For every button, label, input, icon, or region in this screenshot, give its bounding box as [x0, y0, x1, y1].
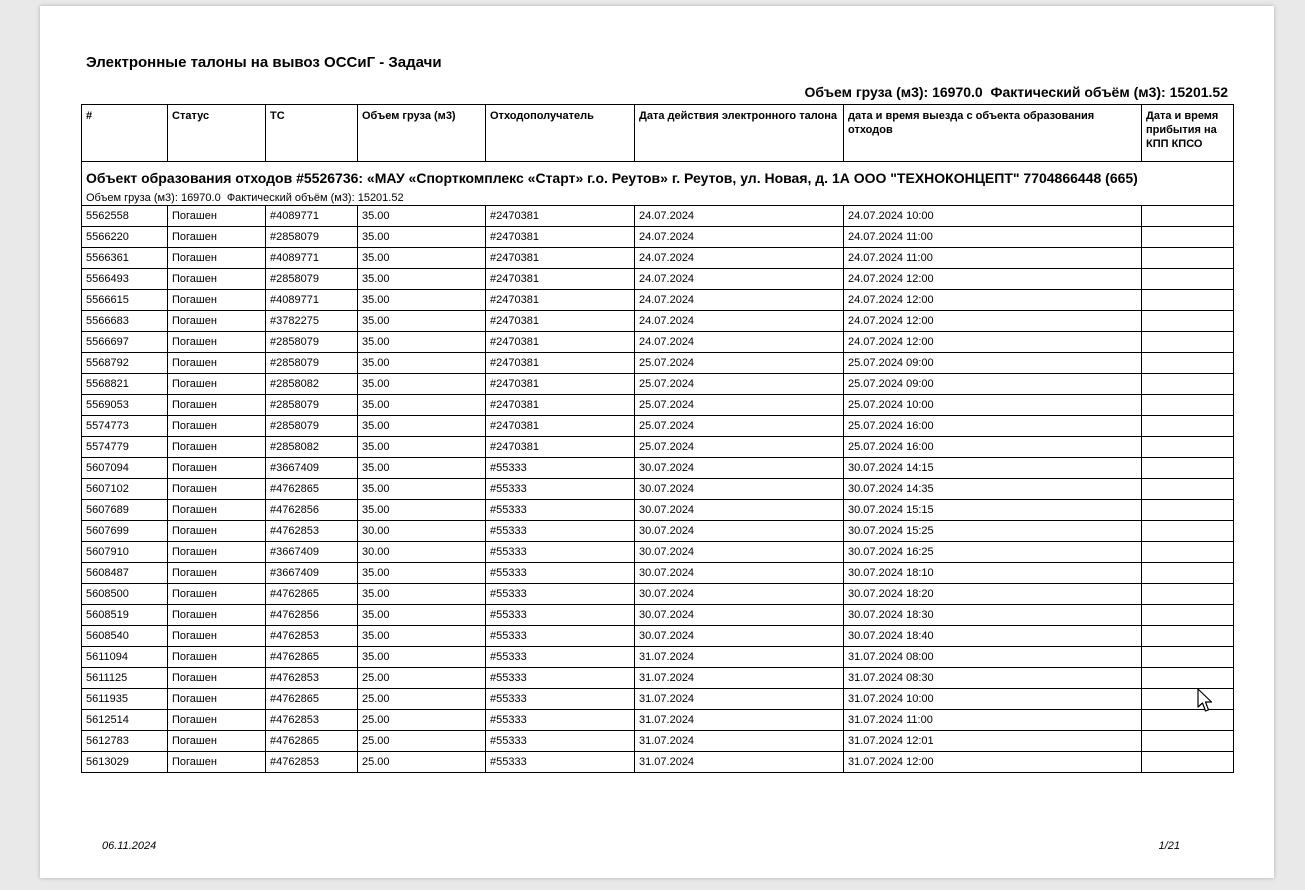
- cell-vehicle: #2858082: [266, 437, 358, 458]
- cell-ticket-date: 24.07.2024: [635, 206, 844, 227]
- cell-ticket-date: 30.07.2024: [635, 542, 844, 563]
- column-header-status: Статус: [168, 105, 266, 162]
- cell-vehicle: #4089771: [266, 290, 358, 311]
- cell-recipient: #55333: [486, 500, 635, 521]
- cell-departure-time: 24.07.2024 11:00: [844, 248, 1142, 269]
- table-row: [82, 689, 1234, 710]
- cell-arrival-time: [1142, 668, 1234, 689]
- table-row: [82, 311, 1234, 332]
- cell-volume: 35.00: [358, 353, 486, 374]
- cell-recipient: #55333: [486, 752, 635, 773]
- cell-ticket-date: 31.07.2024: [635, 752, 844, 773]
- cell-volume: 25.00: [358, 710, 486, 731]
- cell-departure-time: 30.07.2024 18:10: [844, 563, 1142, 584]
- cell-ticket-number: 5608519: [82, 605, 168, 626]
- cell-departure-time: 30.07.2024 18:20: [844, 584, 1142, 605]
- cell-recipient: #2470381: [486, 395, 635, 416]
- cell-volume: 35.00: [358, 395, 486, 416]
- cell-arrival-time: [1142, 227, 1234, 248]
- cell-arrival-time: [1142, 626, 1234, 647]
- cell-status: Погашен: [168, 731, 266, 752]
- cell-recipient: #55333: [486, 542, 635, 563]
- cell-ticket-date: 25.07.2024: [635, 395, 844, 416]
- column-header-arrival-time: Дата и время прибытия на КПП КПСО: [1142, 105, 1234, 162]
- cell-recipient: #2470381: [486, 290, 635, 311]
- cell-arrival-time: [1142, 290, 1234, 311]
- cell-vehicle: #4762865: [266, 689, 358, 710]
- cell-recipient: #55333: [486, 626, 635, 647]
- table-row: [82, 668, 1234, 689]
- cell-departure-time: 24.07.2024 10:00: [844, 206, 1142, 227]
- cell-recipient: #55333: [486, 605, 635, 626]
- cell-status: Погашен: [168, 626, 266, 647]
- cell-departure-time: 30.07.2024 15:25: [844, 521, 1142, 542]
- column-header-volume: Объем груза (м3): [358, 105, 486, 162]
- cell-ticket-number: 5574779: [82, 437, 168, 458]
- cell-vehicle: #2858079: [266, 353, 358, 374]
- cell-ticket-date: 31.07.2024: [635, 668, 844, 689]
- cell-ticket-number: 5569053: [82, 395, 168, 416]
- cell-status: Погашен: [168, 353, 266, 374]
- cell-arrival-time: [1142, 458, 1234, 479]
- cell-status: Погашен: [168, 395, 266, 416]
- cell-ticket-date: 24.07.2024: [635, 227, 844, 248]
- cell-volume: 35.00: [358, 458, 486, 479]
- cell-ticket-date: 25.07.2024: [635, 374, 844, 395]
- cell-ticket-number: 5612783: [82, 731, 168, 752]
- cell-status: Погашен: [168, 542, 266, 563]
- cell-status: Погашен: [168, 437, 266, 458]
- cell-arrival-time: [1142, 584, 1234, 605]
- cell-recipient: #55333: [486, 521, 635, 542]
- cell-recipient: #2470381: [486, 248, 635, 269]
- cell-status: Погашен: [168, 689, 266, 710]
- group-header-row: [82, 162, 1234, 193]
- cell-volume: 35.00: [358, 563, 486, 584]
- cell-ticket-date: 24.07.2024: [635, 248, 844, 269]
- table-row: [82, 206, 1234, 227]
- table-row: [82, 248, 1234, 269]
- cell-status: Погашен: [168, 227, 266, 248]
- cell-ticket-number: 5566361: [82, 248, 168, 269]
- cell-ticket-date: 30.07.2024: [635, 479, 844, 500]
- table-row: [82, 227, 1234, 248]
- cell-ticket-number: 5566220: [82, 227, 168, 248]
- table-row: [82, 626, 1234, 647]
- cell-arrival-time: [1142, 563, 1234, 584]
- cell-ticket-number: 5608487: [82, 563, 168, 584]
- cell-status: Погашен: [168, 668, 266, 689]
- cell-ticket-number: 5566615: [82, 290, 168, 311]
- cell-vehicle: #4762865: [266, 584, 358, 605]
- cell-volume: 35.00: [358, 227, 486, 248]
- cell-volume: 25.00: [358, 689, 486, 710]
- table-row: [82, 416, 1234, 437]
- cell-arrival-time: [1142, 311, 1234, 332]
- cell-ticket-date: 31.07.2024: [635, 689, 844, 710]
- document-page: [40, 6, 1274, 878]
- cell-vehicle: #4762853: [266, 521, 358, 542]
- table-row: [82, 353, 1234, 374]
- cell-status: Погашен: [168, 269, 266, 290]
- cell-ticket-date: 30.07.2024: [635, 500, 844, 521]
- group-summary-row: [82, 192, 1234, 206]
- cell-recipient: #55333: [486, 479, 635, 500]
- column-header-departure-time: дата и время выезда с объекта образования отходов: [844, 105, 1142, 162]
- table-row: [82, 647, 1234, 668]
- cell-recipient: #2470381: [486, 332, 635, 353]
- cell-status: Погашен: [168, 584, 266, 605]
- table-row: [82, 605, 1234, 626]
- document-title: Электронные талоны на вывоз ОССиГ - Задачи: [86, 54, 442, 71]
- cell-recipient: #2470381: [486, 227, 635, 248]
- cell-departure-time: 24.07.2024 12:00: [844, 290, 1142, 311]
- cell-status: Погашен: [168, 290, 266, 311]
- cell-vehicle: #2858082: [266, 374, 358, 395]
- cell-vehicle: #4762853: [266, 710, 358, 731]
- cell-vehicle: #3667409: [266, 542, 358, 563]
- cell-arrival-time: [1142, 416, 1234, 437]
- cell-departure-time: 30.07.2024 14:35: [844, 479, 1142, 500]
- column-header-vehicle: ТС: [266, 105, 358, 162]
- cell-status: Погашен: [168, 647, 266, 668]
- cell-ticket-number: 5613029: [82, 752, 168, 773]
- cell-ticket-date: 25.07.2024: [635, 353, 844, 374]
- table-row: [82, 479, 1234, 500]
- cell-ticket-number: 5568821: [82, 374, 168, 395]
- cell-volume: 35.00: [358, 206, 486, 227]
- cell-ticket-date: 30.07.2024: [635, 605, 844, 626]
- cell-arrival-time: [1142, 500, 1234, 521]
- cell-departure-time: 24.07.2024 12:00: [844, 311, 1142, 332]
- cell-status: Погашен: [168, 332, 266, 353]
- cell-vehicle: #2858079: [266, 395, 358, 416]
- table-row: [82, 332, 1234, 353]
- cell-departure-time: 31.07.2024 10:00: [844, 689, 1142, 710]
- cell-ticket-date: 24.07.2024: [635, 311, 844, 332]
- cell-vehicle: #4762865: [266, 731, 358, 752]
- cell-status: Погашен: [168, 374, 266, 395]
- cell-vehicle: #2858079: [266, 227, 358, 248]
- table-row: [82, 395, 1234, 416]
- cell-volume: 35.00: [358, 500, 486, 521]
- table-row: [82, 752, 1234, 773]
- cell-ticket-date: 24.07.2024: [635, 269, 844, 290]
- cell-ticket-date: 24.07.2024: [635, 290, 844, 311]
- table-row: [82, 269, 1234, 290]
- cell-volume: 30.00: [358, 542, 486, 563]
- group-title: Объект образования отходов #5526736: «МАУ «Спорткомплекс «Старт» г.о. Реутов» г. Реутов, ул. Новая, д. 1А ООО "ТЕХНОКОНЦЕПТ" 7704866448 (665): [82, 162, 1234, 193]
- cell-arrival-time: [1142, 689, 1234, 710]
- cell-ticket-number: 5566697: [82, 332, 168, 353]
- column-header-number: #: [82, 105, 168, 162]
- cell-departure-time: 25.07.2024 10:00: [844, 395, 1142, 416]
- volume-summary: Объем груза (м3): 16970.0 Фактический объём (м3): 15201.52: [804, 84, 1228, 100]
- cell-arrival-time: [1142, 542, 1234, 563]
- cell-arrival-time: [1142, 710, 1234, 731]
- cell-arrival-time: [1142, 605, 1234, 626]
- cell-status: Погашен: [168, 206, 266, 227]
- cell-departure-time: 24.07.2024 12:00: [844, 269, 1142, 290]
- cell-recipient: #2470381: [486, 437, 635, 458]
- cell-ticket-date: 31.07.2024: [635, 731, 844, 752]
- cell-vehicle: #4762856: [266, 500, 358, 521]
- cell-recipient: #55333: [486, 710, 635, 731]
- cell-ticket-number: 5566493: [82, 269, 168, 290]
- table-row: [82, 521, 1234, 542]
- cell-ticket-number: 5607910: [82, 542, 168, 563]
- cell-departure-time: 24.07.2024 12:00: [844, 332, 1142, 353]
- cell-departure-time: 30.07.2024 15:15: [844, 500, 1142, 521]
- table-row: [82, 458, 1234, 479]
- table-row: [82, 710, 1234, 731]
- cell-ticket-number: 5607102: [82, 479, 168, 500]
- cell-recipient: #2470381: [486, 374, 635, 395]
- cell-vehicle: #4762853: [266, 752, 358, 773]
- cell-recipient: #55333: [486, 563, 635, 584]
- cell-volume: 35.00: [358, 332, 486, 353]
- cell-arrival-time: [1142, 395, 1234, 416]
- cell-ticket-number: 5612514: [82, 710, 168, 731]
- cell-ticket-date: 25.07.2024: [635, 416, 844, 437]
- cell-departure-time: 31.07.2024 08:00: [844, 647, 1142, 668]
- table-row: [82, 500, 1234, 521]
- cell-departure-time: 31.07.2024 12:01: [844, 731, 1142, 752]
- cell-volume: 35.00: [358, 647, 486, 668]
- cell-departure-time: 25.07.2024 09:00: [844, 353, 1142, 374]
- cell-ticket-date: 30.07.2024: [635, 521, 844, 542]
- cell-volume: 35.00: [358, 479, 486, 500]
- cell-status: Погашен: [168, 416, 266, 437]
- cell-volume: 25.00: [358, 752, 486, 773]
- cell-departure-time: 30.07.2024 16:25: [844, 542, 1142, 563]
- cell-volume: 35.00: [358, 584, 486, 605]
- cell-status: Погашен: [168, 248, 266, 269]
- cell-recipient: #2470381: [486, 311, 635, 332]
- cell-ticket-number: 5608500: [82, 584, 168, 605]
- table-row: [82, 731, 1234, 752]
- cell-arrival-time: [1142, 206, 1234, 227]
- cell-arrival-time: [1142, 269, 1234, 290]
- cell-volume: 35.00: [358, 311, 486, 332]
- cell-volume: 35.00: [358, 269, 486, 290]
- cell-recipient: #55333: [486, 731, 635, 752]
- cell-recipient: #2470381: [486, 416, 635, 437]
- column-header-recipient: Отходополучатель: [486, 105, 635, 162]
- cell-arrival-time: [1142, 647, 1234, 668]
- table-row: [82, 542, 1234, 563]
- cell-ticket-number: 5607094: [82, 458, 168, 479]
- cell-status: Погашен: [168, 563, 266, 584]
- cell-ticket-number: 5562558: [82, 206, 168, 227]
- cell-status: Погашен: [168, 458, 266, 479]
- table-header-row: [82, 105, 1234, 162]
- cell-recipient: #2470381: [486, 353, 635, 374]
- cell-arrival-time: [1142, 437, 1234, 458]
- cell-departure-time: 30.07.2024 18:30: [844, 605, 1142, 626]
- cell-arrival-time: [1142, 248, 1234, 269]
- cell-departure-time: 25.07.2024 16:00: [844, 416, 1142, 437]
- cell-recipient: #55333: [486, 689, 635, 710]
- cell-vehicle: #3667409: [266, 458, 358, 479]
- cell-status: Погашен: [168, 605, 266, 626]
- cell-arrival-time: [1142, 521, 1234, 542]
- cell-vehicle: #3667409: [266, 563, 358, 584]
- cell-ticket-number: 5568792: [82, 353, 168, 374]
- cell-volume: 35.00: [358, 416, 486, 437]
- cell-recipient: #55333: [486, 647, 635, 668]
- cell-departure-time: 25.07.2024 09:00: [844, 374, 1142, 395]
- print-date: 06.11.2024: [102, 840, 157, 852]
- cell-ticket-number: 5607689: [82, 500, 168, 521]
- cell-vehicle: #4089771: [266, 248, 358, 269]
- cell-vehicle: #2858079: [266, 332, 358, 353]
- cell-vehicle: #4762853: [266, 668, 358, 689]
- cell-ticket-date: 30.07.2024: [635, 626, 844, 647]
- cell-ticket-date: 31.07.2024: [635, 710, 844, 731]
- cell-vehicle: #4762853: [266, 626, 358, 647]
- cell-arrival-time: [1142, 479, 1234, 500]
- cell-arrival-time: [1142, 731, 1234, 752]
- mouse-pointer-icon: [1197, 688, 1213, 719]
- cell-volume: 35.00: [358, 437, 486, 458]
- column-header-ticket-date: Дата действия электронного талона: [635, 105, 844, 162]
- cell-volume: 35.00: [358, 248, 486, 269]
- table-row: [82, 290, 1234, 311]
- cell-recipient: #55333: [486, 458, 635, 479]
- cell-ticket-number: 5611125: [82, 668, 168, 689]
- cell-status: Погашен: [168, 311, 266, 332]
- cell-departure-time: 31.07.2024 11:00: [844, 710, 1142, 731]
- cell-vehicle: #4762865: [266, 647, 358, 668]
- cell-ticket-number: 5607699: [82, 521, 168, 542]
- cell-volume: 25.00: [358, 668, 486, 689]
- cell-vehicle: #4762865: [266, 479, 358, 500]
- cell-recipient: #55333: [486, 584, 635, 605]
- cell-ticket-date: 25.07.2024: [635, 437, 844, 458]
- cell-ticket-date: 30.07.2024: [635, 563, 844, 584]
- cell-ticket-number: 5611935: [82, 689, 168, 710]
- cell-status: Погашен: [168, 479, 266, 500]
- cell-arrival-time: [1142, 752, 1234, 773]
- cell-status: Погашен: [168, 710, 266, 731]
- cell-ticket-date: 30.07.2024: [635, 458, 844, 479]
- cell-ticket-date: 24.07.2024: [635, 332, 844, 353]
- cell-vehicle: #4762856: [266, 605, 358, 626]
- cell-recipient: #2470381: [486, 206, 635, 227]
- cell-ticket-number: 5608540: [82, 626, 168, 647]
- cell-vehicle: #4089771: [266, 206, 358, 227]
- group-volume-summary: Объем груза (м3): 16970.0 Фактический объём (м3): 15201.52: [82, 192, 1234, 206]
- cell-departure-time: 31.07.2024 08:30: [844, 668, 1142, 689]
- cell-volume: 30.00: [358, 521, 486, 542]
- cell-recipient: #2470381: [486, 269, 635, 290]
- cell-vehicle: #2858079: [266, 416, 358, 437]
- cell-departure-time: 24.07.2024 11:00: [844, 227, 1142, 248]
- cell-arrival-time: [1142, 374, 1234, 395]
- cell-ticket-number: 5566683: [82, 311, 168, 332]
- cell-status: Погашен: [168, 752, 266, 773]
- cell-departure-time: 30.07.2024 14:15: [844, 458, 1142, 479]
- table-row: [82, 437, 1234, 458]
- cell-recipient: #55333: [486, 668, 635, 689]
- cell-arrival-time: [1142, 353, 1234, 374]
- page-number: 1/21: [1158, 840, 1180, 852]
- cell-status: Погашен: [168, 521, 266, 542]
- table-row: [82, 584, 1234, 605]
- cell-status: Погашен: [168, 500, 266, 521]
- cell-ticket-date: 30.07.2024: [635, 584, 844, 605]
- cell-departure-time: 30.07.2024 18:40: [844, 626, 1142, 647]
- cell-ticket-number: 5574773: [82, 416, 168, 437]
- cell-arrival-time: [1142, 332, 1234, 353]
- cell-volume: 35.00: [358, 626, 486, 647]
- cell-ticket-number: 5611094: [82, 647, 168, 668]
- cell-vehicle: #3782275: [266, 311, 358, 332]
- table-row: [82, 563, 1234, 584]
- cell-departure-time: 25.07.2024 16:00: [844, 437, 1142, 458]
- cell-volume: 35.00: [358, 374, 486, 395]
- cell-volume: 35.00: [358, 290, 486, 311]
- cell-departure-time: 31.07.2024 12:00: [844, 752, 1142, 773]
- cell-vehicle: #2858079: [266, 269, 358, 290]
- table-row: [82, 374, 1234, 395]
- tickets-table: [81, 104, 1234, 773]
- cell-ticket-date: 31.07.2024: [635, 647, 844, 668]
- cell-volume: 25.00: [358, 731, 486, 752]
- cell-volume: 35.00: [358, 605, 486, 626]
